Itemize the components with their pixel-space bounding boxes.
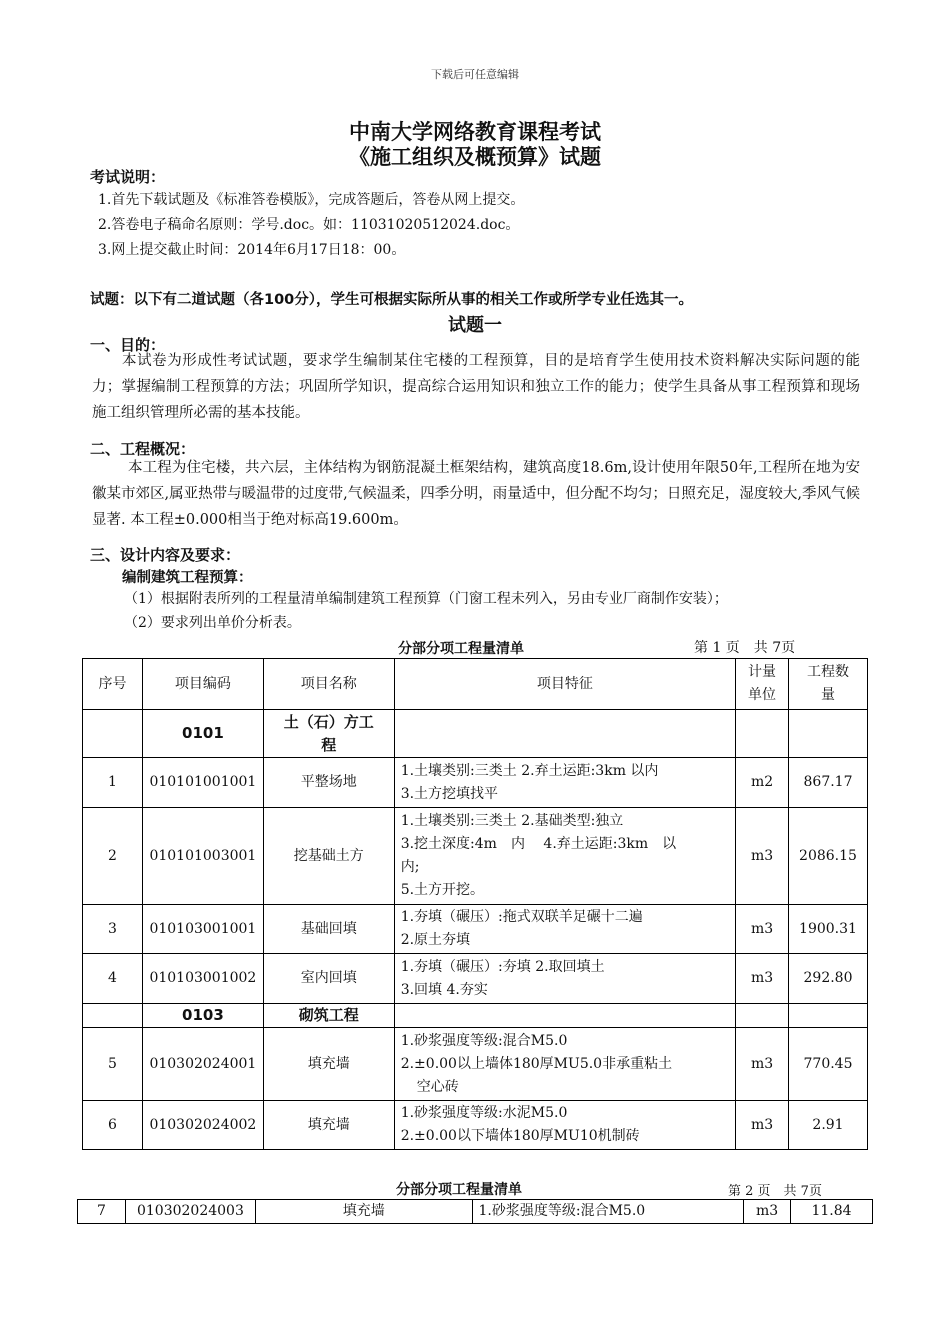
- overview-title: 二、工程概况：: [90, 440, 196, 458]
- course-title: 《施工组织及概预算》试题: [349, 145, 601, 169]
- purpose-title: 一、目的：: [90, 336, 166, 354]
- design-title: 三、设计内容及要求：: [90, 546, 241, 564]
- category-row: [83, 1004, 868, 1028]
- question-title: 试题一: [448, 315, 502, 336]
- table1-caption: 分部分项工程量清单: [398, 641, 524, 657]
- table-row: 1 010101001001 平整场地 1.土壤类别:三类土 2.弃土运距:3km 以内 3.土方挖填找平 m2 867.17: [83, 758, 868, 808]
- col-header-feature: 项目特征: [394, 659, 735, 710]
- col-header-no: 序号: [83, 659, 143, 710]
- table-row: 7 010302024003 填充墙 1.砂浆强度等级:混合M5.0 m3 11.84: [78, 1200, 873, 1224]
- col-header-qty: 工程数 量: [789, 659, 868, 710]
- overview-text: 本工程为住宅楼，共六层，主体结构为钢筋混凝土框架结构，建筑高度18.6m,设计使用年限50年,工程所在地为安徽某市郊区,属亚热带与暖温带的过度带,气候温柔，四季分明，雨量适中，但分配不均匀；日照充足，湿度较大,季风气候显著. 本工程±0.000相当于绝对标高19.600m。: [92, 460, 860, 528]
- category-name: 砌筑工程: [263, 1004, 394, 1028]
- quantity-list-table-page2: [77, 1199, 873, 1224]
- table-row: 3 010103001001 基础回填 1.夯填（碾压）:拖式双联羊足碾十二遍 2.原土夯填 m3 1900.31: [83, 905, 868, 954]
- exam-intro: 试题：以下有二道试题（各100分），学生可根据实际所从事的相关工作或所学专业任选其一。: [90, 292, 694, 308]
- design-item: （2）要求列出单价分析表。: [124, 615, 301, 631]
- design-subtitle: 编制建筑工程预算：: [122, 570, 253, 586]
- table-header-row: [83, 659, 868, 710]
- purpose-text: 本试卷为形成性考试试题，要求学生编制某住宅楼的工程预算，目的是培育学生使用技术资料解决实际问题的能力；掌握编制工程预算的方法；巩固所学知识，提高综合运用知识和独立工作的能力；使学生具备从事工程预算和现场施工组织管理所必需的基本技能。: [92, 353, 860, 421]
- category-code: 0101: [142, 710, 263, 758]
- col-header-code: 项目编码: [142, 659, 263, 710]
- table-row: 5 010302024001 填充墙 1.砂浆强度等级:混合M5.0 2.±0.00以上墙体180厚MU5.0非承重粘土 空心砖 m3 770.45: [83, 1028, 868, 1101]
- header-note: 下载后可任意编辑: [431, 68, 519, 81]
- category-code: 0103: [142, 1004, 263, 1028]
- table-row: 4 010103001002 室内回填 1.夯填（碾压）:夯填 2.取回填土 3.回填 4.夯实 m3 292.80: [83, 954, 868, 1004]
- col-header-unit: 计量 单位: [736, 659, 789, 710]
- category-name: 土（石）方工 程: [263, 710, 394, 758]
- table-row: 6 010302024002 填充墙 1.砂浆强度等级:水泥M5.0 2.±0.00以下墙体180厚MU10机制砖 m3 2.91: [83, 1101, 868, 1150]
- quantity-list-table: [82, 658, 868, 1150]
- category-row: [83, 710, 868, 758]
- design-item: （1）根据附表所列的工程量清单编制建筑工程预算（门窗工程未列入，另由专业厂商制作安装）；: [124, 591, 728, 607]
- col-header-name: 项目名称: [263, 659, 394, 710]
- exam-title: 中南大学网络教育课程考试: [349, 120, 601, 144]
- instruction-item: 1.首先下载试题及《标准答卷模版》，完成答题后，答卷从网上提交。: [98, 192, 525, 208]
- instruction-item: 3.网上提交截止时间：2014年6月17日18：00。: [98, 242, 406, 258]
- table-row: 2 010101003001 挖基础土方 1.土壤类别:三类土 2.基础类型:独立 3.挖土深度:4m 内 4.弃土运距:3km 以 内; 5.土方开挖。 m3 2086.15: [83, 808, 868, 905]
- table1-page-info: 第 1 页 共 7页: [694, 640, 796, 656]
- instruction-item: 2.答卷电子稿命名原则：学号.doc。如：11031020512024.doc。: [98, 217, 520, 233]
- instructions-heading: 考试说明：: [90, 168, 166, 186]
- table2-caption: 分部分项工程量清单: [396, 1182, 522, 1198]
- table2-page-info: 第 2 页 共 7页: [728, 1184, 822, 1199]
